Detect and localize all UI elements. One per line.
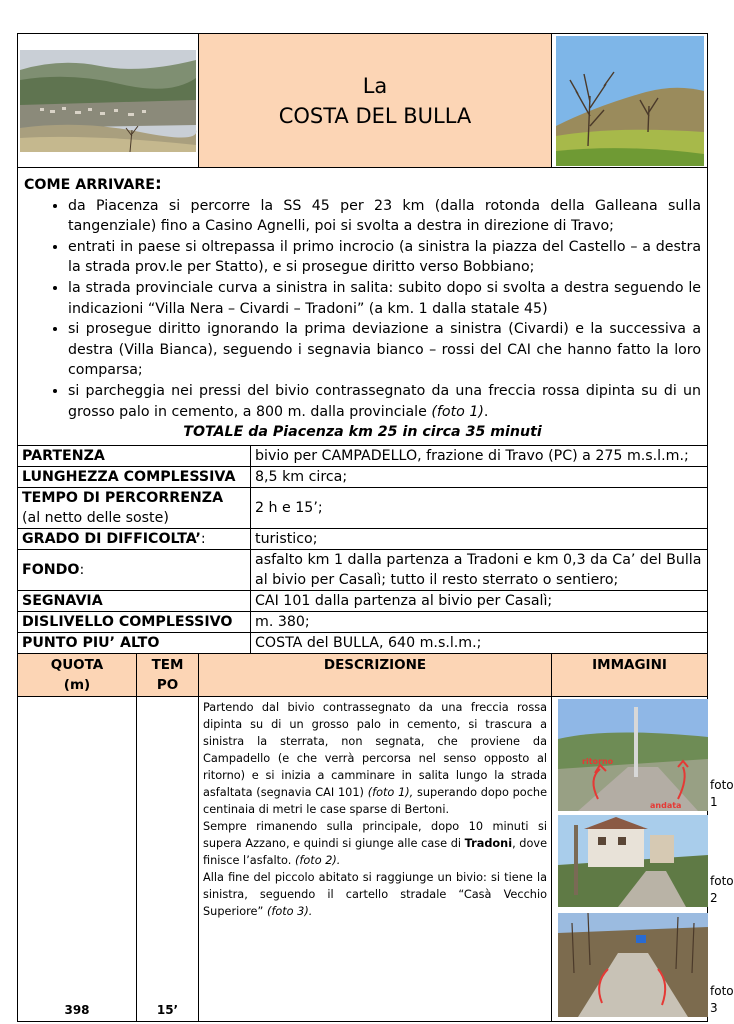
photo-1-row — [554, 699, 734, 811]
tempo-sublabel: (al netto delle soste) — [22, 509, 169, 526]
tempo-header: TEM PO — [137, 653, 199, 696]
column-header-row — [18, 653, 708, 696]
foto-reference: (foto 2). — [294, 853, 341, 867]
hill-with-bare-trees-image — [556, 36, 704, 166]
tempo-value-cell: 15’ — [137, 696, 199, 1021]
photo-label-ritorno: ritorno — [582, 756, 614, 766]
photo-2-caption: foto 2 — [710, 873, 734, 905]
dislivello-label: DISLIVELLO COMPLESSIVO — [18, 611, 251, 632]
directions-item: • la strada provinciale curva a sinistra in salita: subito dopo si svolta a destra seguendo le indicazioni “Villa Nera – Civardi – Tradoni” (a km. 1 dalla statale 45) — [68, 278, 701, 319]
come-arrivare-heading: COME ARRIVARE — [24, 177, 155, 193]
document-page — [17, 33, 734, 1017]
punto-value: COSTA del BULLA, 640 m.s.l.m.; — [251, 632, 708, 653]
come-arrivare-colon: : — [154, 174, 162, 194]
foto-reference: (foto 1), — [367, 785, 414, 799]
foto-reference: (foto 3). — [266, 904, 313, 918]
dislivello-row — [18, 611, 708, 632]
header-left-image-cell — [18, 34, 199, 168]
fondo-row — [18, 549, 708, 590]
description-cell: Partendo dal bivio contrassegnato da una freccia rossa dipinta su di un grosso palo in cemento, si trascura a sinistra la sterrata, non segnata, che proviene da Campadello (e che verrà percorsa nel senso opposto al ritorno) e si inizia a camminare in salita lungo la strada asfaltata (segnavia CAI 101) (foto 1), superando dopo poche centinaia di metri le case sparse di Bertoni. Sempre rimanendo sulla principale, dopo 10 minuti si supera Azzano, e quindi si giunge alle case di Tradoni, dove finisce l’asfalto. (foto 2). Alla fine del piccolo abitato si raggiunge un bivio: si tiene la sinistra, seguendo il cartello stradale “Casà Vecchio Superiore” (foto 3). — [199, 696, 552, 1021]
stage-row — [18, 696, 708, 1021]
partenza-label: PARTENZA — [18, 445, 251, 466]
header-row — [18, 34, 708, 168]
road-junction-photo — [558, 699, 708, 811]
photo-1 — [558, 699, 708, 811]
come-arrivare-row — [18, 168, 708, 446]
directions-item: • si prosegue diritto ignorando la prima deviazione a sinistra (Civardi) e la successiva a destra (Villa Bianca), seguendo i segnavia bianco – rossi del CAI che hanno fatto la loro comparsa; — [68, 319, 701, 381]
quota-value: 398 — [18, 696, 137, 1021]
segnavia-label: SEGNAVIA — [18, 590, 251, 611]
photo-2 — [558, 815, 708, 907]
partenza-value: bivio per CAMPADELLO, frazione di Travo (PC) a 275 m.s.l.m.; — [251, 445, 708, 466]
photo-3-caption: foto 3 — [710, 983, 734, 1015]
descrizione-header: DESCRIZIONE — [199, 653, 552, 696]
foto-reference: (foto 1) — [431, 403, 484, 420]
segnavia-value: CAI 101 dalla partenza al bivio per Casalì; — [251, 590, 708, 611]
directions-list — [24, 196, 701, 423]
grado-row — [18, 528, 708, 549]
grado-label-cell: GRADO DI DIFFICOLTA’: — [18, 528, 251, 549]
lunghezza-label: LUNGHEZZA COMPLESSIVA — [18, 466, 251, 487]
partenza-row — [18, 445, 708, 466]
fork-road-photo — [558, 913, 708, 1017]
itinerary-table — [17, 33, 734, 1022]
tempo-row — [18, 487, 708, 528]
punto-row — [18, 632, 708, 653]
village-houses-photo — [558, 815, 708, 907]
quota-header: QUOTA (m) — [18, 653, 137, 696]
totale-line: TOTALE da Piacenza km 25 in circa 35 minuti — [183, 424, 542, 441]
fondo-label: FONDO — [22, 561, 80, 578]
fondo-label-cell: FONDO: — [18, 549, 251, 590]
photo-1-caption: foto 1 — [710, 777, 734, 809]
directions-item: • da Piacenza si percorre la SS 45 per 23 km (dalla rotonda della Galleana sulla tangenziale) fino a Casino Agnelli, poi si svolta a destra in direzione di Travo; — [68, 196, 701, 237]
come-arrivare-cell — [18, 168, 708, 446]
segnavia-row — [18, 590, 708, 611]
directions-item-last: • si parcheggia nei pressi del bivio contrassegnato da una freccia rossa dipinta su di un grosso palo in cemento, a 800 m. dalla provinciale (foto 1). — [68, 381, 701, 422]
tempo-label: TEMPO DI PERCORRENZA — [22, 489, 224, 506]
landscape-valley-town-image — [20, 50, 196, 152]
immagini-header: IMMAGINI — [552, 653, 708, 696]
tempo-label-cell — [18, 487, 251, 528]
dislivello-value: m. 380; — [251, 611, 708, 632]
images-cell — [552, 696, 734, 1021]
grado-value: turistico; — [251, 528, 708, 549]
fondo-value: asfalto km 1 dalla partenza a Tradoni e km 0,3 da Ca’ del Bulla al bivio per Casalì; tutto il resto sterrato o sentiero; — [251, 549, 708, 590]
header-title-cell — [199, 34, 552, 168]
title-line-1: La — [362, 73, 388, 98]
title-line-2: COSTA DEL BULLA — [278, 103, 472, 128]
photo-3 — [558, 913, 708, 1017]
grado-label: GRADO DI DIFFICOLTA’ — [22, 530, 201, 547]
tempo-value: 2 h e 15’; — [251, 487, 708, 528]
lunghezza-row — [18, 466, 708, 487]
lunghezza-value: 8,5 km circa; — [251, 466, 708, 487]
directions-item: • entrati in paese si oltrepassa il primo incrocio (a sinistra la piazza del Castello – a destra la strada prov.le per Statto), e si prosegue diritto verso Bobbiano; — [68, 237, 701, 278]
punto-label: PUNTO PIU’ ALTO — [18, 632, 251, 653]
photo-3-row — [554, 913, 734, 1017]
place-name: Tradoni — [464, 836, 513, 850]
photo-label-andata: andata — [650, 800, 682, 810]
photo-2-row — [554, 815, 734, 907]
header-right-image-cell — [552, 34, 708, 168]
